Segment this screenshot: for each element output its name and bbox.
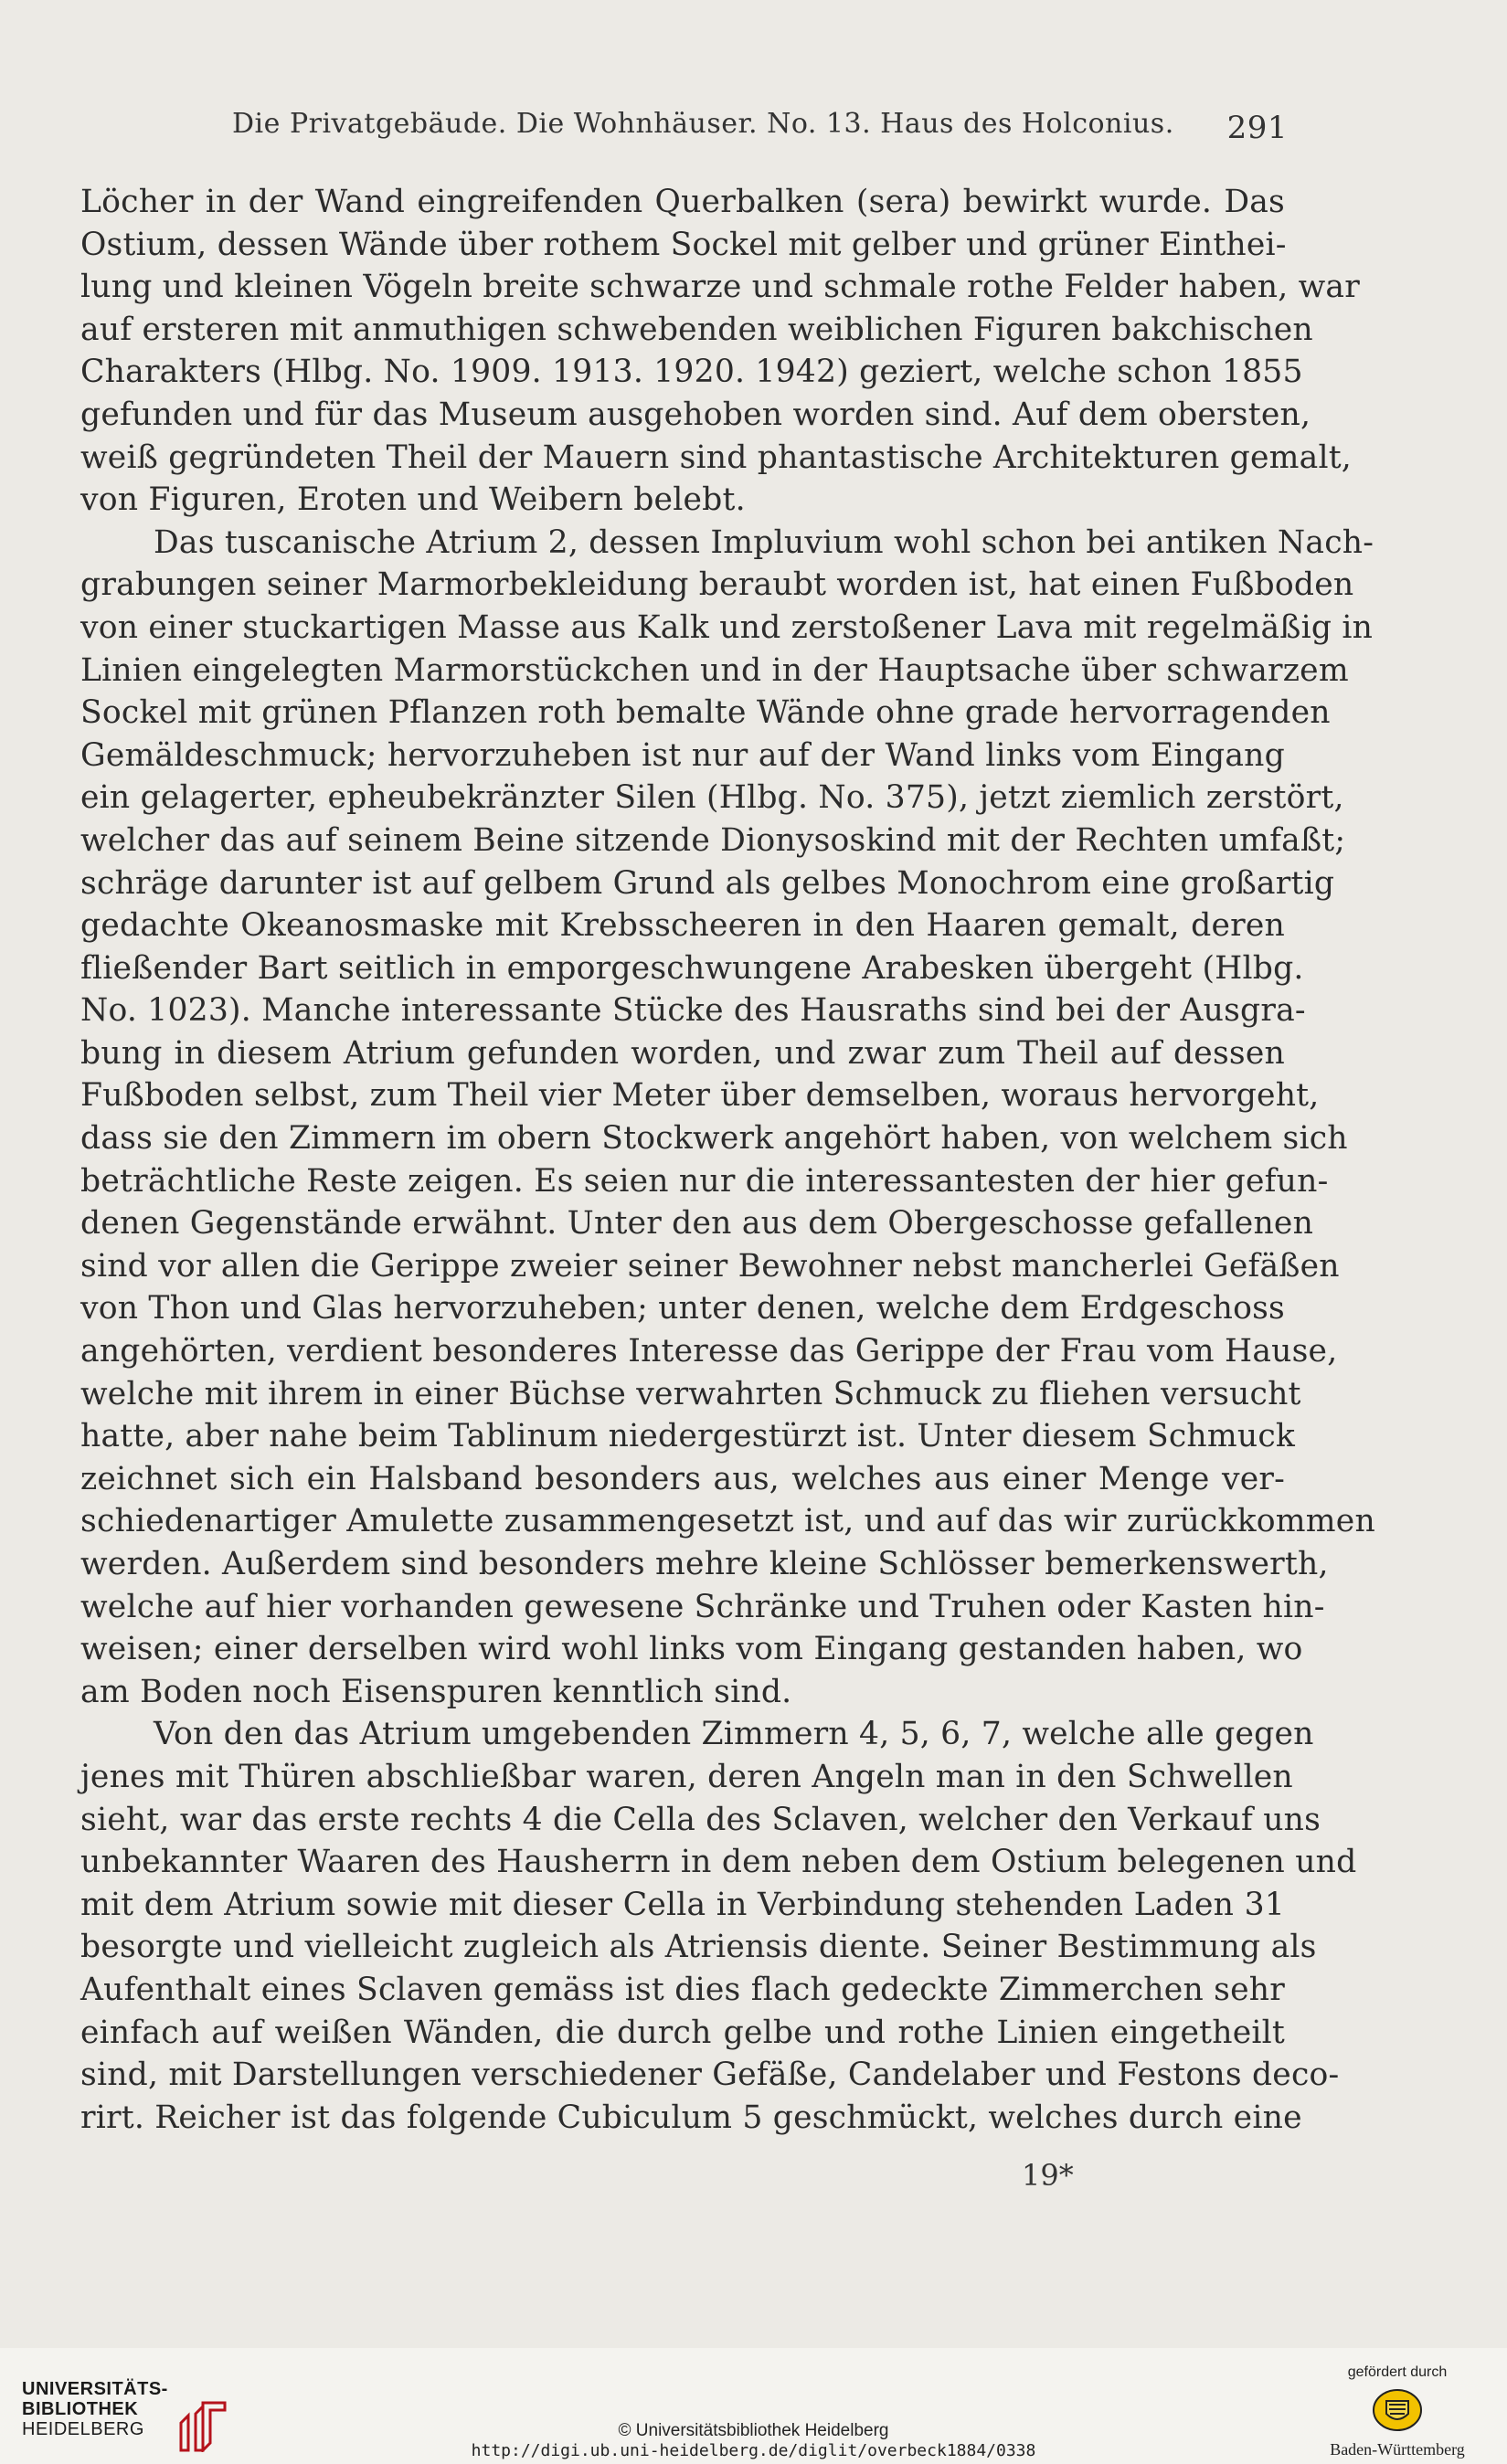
funding-state: Baden-Württemberg — [1330, 2440, 1465, 2459]
text-line: einfach auf weißen Wänden, die durch gelbe und rothe Linien eingetheilt — [80, 2014, 1285, 2051]
text-line: unbekannter Waaren des Hausherrn in dem neben dem Ostium belegenen und — [80, 1844, 1357, 1881]
library-name-line2: BIBLIOTHEK — [22, 2399, 139, 2419]
text-line: Ostium, dessen Wände über rothem Sockel mit gelber und grüner Einthei- — [80, 226, 1287, 263]
copyright-notice: © Universitätsbibliothek Heidelberg — [618, 2421, 889, 2440]
text-line: von Thon und Glas hervorzuheben; unter denen, welche dem Erdgeschoss — [80, 1290, 1285, 1327]
text-line: weisen; einer derselben wird wohl links vom Eingang gestanden haben, wo — [80, 1631, 1303, 1668]
text-line: Gemäldeschmuck; hervorzuheben ist nur auf der Wand links vom Eingang — [80, 736, 1285, 774]
footer — [0, 2348, 1507, 2464]
text-line: grabungen seiner Marmorbekleidung beraubt worden ist, hat einen Fußboden — [80, 566, 1354, 604]
text-line: Sockel mit grünen Pflanzen roth bemalte Wände ohne grade hervorragenden — [80, 694, 1331, 732]
running-title: Die Privatgebäude. Die Wohnhäuser. No. 13. Haus des Holconius. — [232, 108, 1174, 140]
text-line: zeichnet sich ein Halsband besonders aus, welches aus einer Menge ver- — [80, 1460, 1285, 1497]
text-line: ein gelagerter, epheubekränzter Silen (Hlbg. No. 375), jetzt ziemlich zerstört, — [80, 779, 1344, 817]
text-line: Linien eingelegten Marmorstückchen und in der Hauptsache über schwarzem — [80, 651, 1349, 689]
state-coat-of-arms-icon — [1372, 2388, 1423, 2432]
library-name-line1: UNIVERSITÄTS- — [22, 2379, 168, 2399]
library-name-line3: HEIDELBERG — [22, 2419, 144, 2439]
text-line: schräge darunter ist auf gelbem Grund als gelbes Monochrom eine großartig — [80, 864, 1335, 902]
text-line: bung in diesem Atrium gefunden worden, und zwar zum Theil auf dessen — [80, 1034, 1285, 1072]
signature-mark: 19* — [1022, 2158, 1074, 2193]
text-line: auf ersteren mit anmuthigen schwebenden weiblichen Figuren bakchischen — [80, 311, 1313, 348]
text-line: welcher das auf seinem Beine sitzende Dionysoskind mit der Rechten umfaßt; — [80, 821, 1346, 859]
running-head — [232, 108, 1288, 146]
paragraph — [80, 522, 1375, 1714]
funding-label: gefördert durch — [1347, 2364, 1448, 2380]
text-line: am Boden noch Eisenspuren kenntlich sind. — [80, 1673, 792, 1710]
text-line: von einer stuckartigen Masse aus Kalk und zerstoßener Lava mit regelmäßig in — [80, 608, 1374, 646]
text-line: No. 1023). Manche interessante Stücke des Hausraths sind bei der Ausgra- — [80, 992, 1306, 1030]
page-number: 291 — [1226, 110, 1288, 146]
text-line: schiedenartiger Amulette zusammengesetzt ist, und auf das wir zurückkommen — [80, 1503, 1375, 1540]
text-line: von Figuren, Eroten und Weibern belebt. — [80, 481, 746, 519]
text-line: Aufenthalt eines Sclaven gemäss ist dies flach gedeckte Zimmerchen sehr — [80, 1971, 1285, 2008]
text-line: hatte, aber nahe beim Tablinum niedergestürzt ist. Unter diesem Schmuck — [80, 1418, 1296, 1455]
permalink-url[interactable]: http://digi.ub.uni-heidelberg.de/diglit/overbeck1884/0338 — [471, 2441, 1036, 2460]
text-line: besorgte und vielleicht zugleich als Atriensis diente. Seiner Bestimmung als — [80, 1929, 1317, 1966]
text-line: beträchtliche Reste zeigen. Es seien nur die interessantesten der hier gefun- — [80, 1162, 1329, 1200]
text-line: rirt. Reicher ist das folgende Cubiculum 5 geschmückt, welches durch eine — [80, 2099, 1302, 2136]
text-line: angehörten, verdient besonderes Interesse das Gerippe der Frau vom Hause, — [80, 1333, 1338, 1370]
text-line: dass sie den Zimmern im obern Stockwerk angehört haben, von welchem sich — [80, 1120, 1348, 1158]
text-line: welche auf hier vorhanden gewesene Schränke und Truhen oder Kasten hin- — [80, 1588, 1325, 1625]
text-line: werden. Außerdem sind besonders mehre kleine Schlösser bemerkenswerth, — [80, 1546, 1329, 1582]
text-line: mit dem Atrium sowie mit dieser Cella in Verbindung stehenden Laden 31 — [80, 1886, 1285, 1923]
funding-credit — [1315, 2364, 1480, 2459]
text-line: gedachte Okeanosmaske mit Krebsscheeren in den Haaren gemalt, deren — [80, 907, 1285, 945]
text-line: lung und kleinen Vögeln breite schwarze und schmale rothe Felder haben, war — [80, 269, 1360, 306]
paragraph — [80, 181, 1360, 522]
text-line: Von den das Atrium umgebenden Zimmern 4, 5, 6, 7, welche alle gegen — [154, 1716, 1314, 1753]
body-text — [80, 181, 1375, 2139]
text-line: Fußboden selbst, zum Theil vier Meter über demselben, woraus hervorgeht, — [80, 1077, 1320, 1115]
text-line: fließender Bart seitlich in emporgeschwungene Arabesken übergeht (Hlbg. — [80, 949, 1304, 987]
text-line: Löcher in der Wand eingreifenden Querbalken (sera) bewirkt wurde. Das — [80, 184, 1285, 220]
text-line: weiß gegründeten Theil der Mauern sind phantastische Architekturen gemalt, — [80, 439, 1353, 476]
text-line: sieht, war das erste rechts 4 die Cella des Sclaven, welcher den Verkauf uns — [80, 1801, 1321, 1838]
text-line: jenes mit Thüren abschließbar waren, deren Angeln man in den Schwellen — [80, 1758, 1293, 1795]
text-line: sind, mit Darstellungen verschiedener Gefäße, Candelaber und Festons deco- — [80, 2057, 1340, 2094]
text-line: denen Gegenstände erwähnt. Unter den aus dem Obergeschosse gefallenen — [80, 1205, 1314, 1243]
text-line: Das tuscanische Atrium 2, dessen Impluvium wohl schon bei antiken Nach- — [154, 523, 1374, 561]
text-line: gefunden und für das Museum ausgehoben worden sind. Auf dem obersten, — [80, 396, 1311, 433]
paragraph — [80, 1713, 1357, 2139]
text-line: Charakters (Hlbg. No. 1909. 1913. 1920. 1942) geziert, welche schon 1855 — [80, 354, 1303, 391]
text-line: welche mit ihrem in einer Büchse verwahrten Schmuck zu fliehen versucht — [80, 1375, 1301, 1412]
text-line: sind vor allen die Gerippe zweier seiner Bewohner nebst mancherlei Gefäßen — [80, 1247, 1340, 1285]
